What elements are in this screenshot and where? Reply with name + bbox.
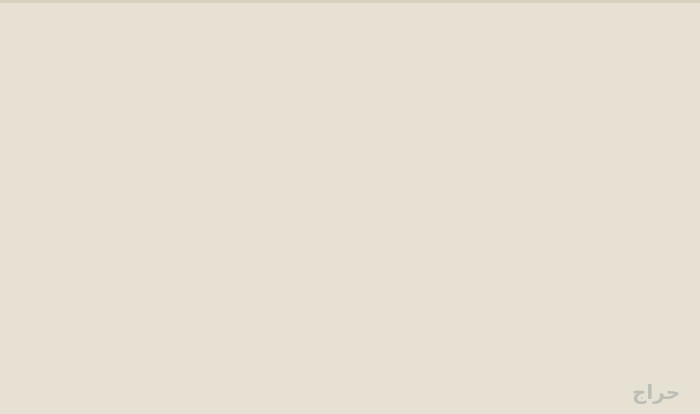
- haraj-watermark: حراج: [632, 380, 681, 404]
- top-divider: [0, 0, 700, 3]
